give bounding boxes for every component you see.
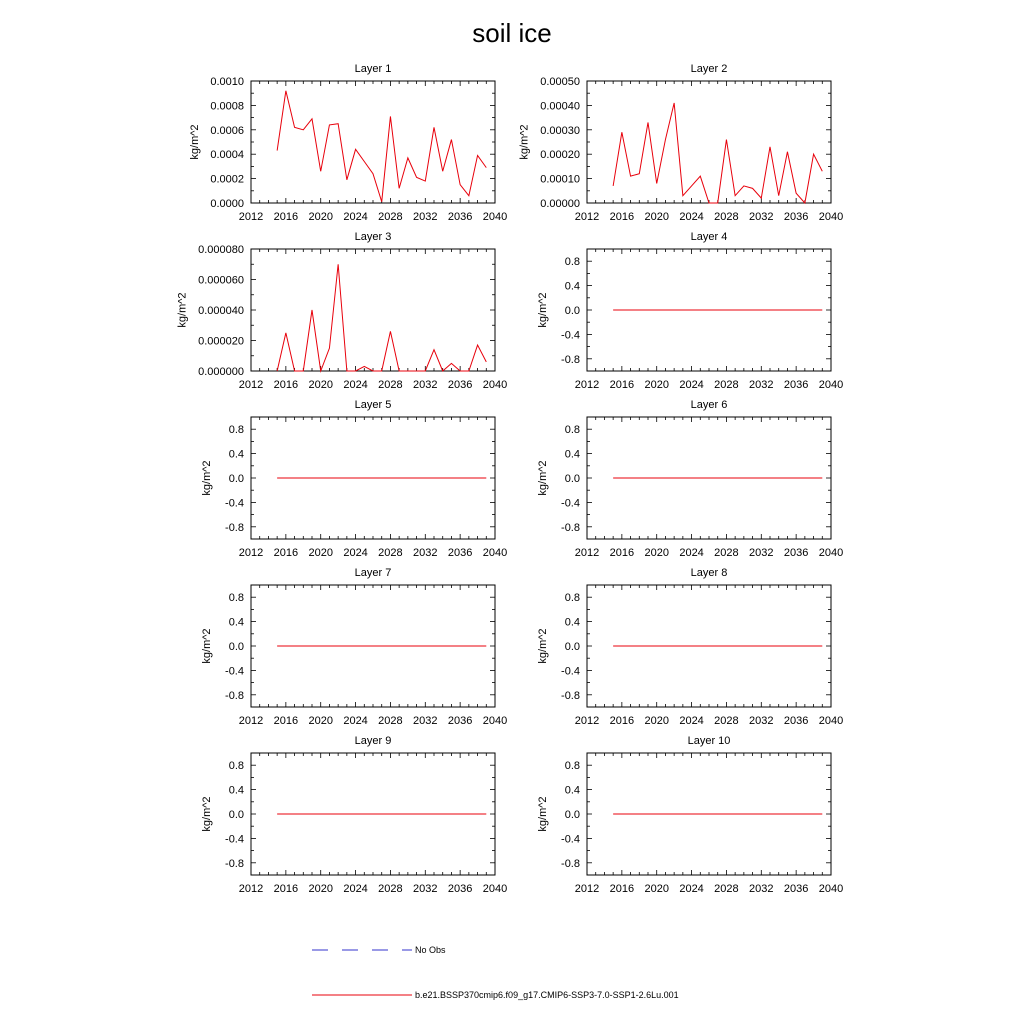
x-tick-label: 2020	[644, 883, 669, 895]
y-axis-label: kg/m^2	[201, 460, 214, 496]
x-tick-label: 2032	[749, 379, 774, 391]
x-tick-label: 2020	[308, 379, 333, 391]
y-axis-label: kg/m^2	[201, 628, 214, 664]
y-tick-label: 0.8	[564, 424, 580, 437]
y-tick-label: 0.0010	[210, 76, 244, 88]
y-tick-label: 0.000000	[198, 366, 244, 378]
x-tick-label: 2020	[644, 547, 669, 559]
plot-frame	[251, 249, 495, 371]
y-axis-label: kg/m^2	[176, 292, 189, 328]
legend	[312, 945, 679, 1000]
panel-title: Layer 4	[690, 231, 728, 243]
x-tick-label: 2040	[818, 883, 844, 895]
x-tick-label: 2032	[749, 211, 774, 223]
panel-title: Layer 3	[354, 231, 392, 243]
y-tick-label: 0.00040	[540, 100, 580, 113]
panel-title: Layer 5	[354, 399, 392, 411]
y-tick-label: 0.00030	[540, 124, 580, 137]
x-tick-label: 2036	[447, 211, 473, 223]
y-tick-label: -0.8	[561, 857, 580, 870]
y-tick-label: -0.4	[225, 497, 244, 510]
x-tick-label: 2016	[609, 547, 635, 559]
panel-title: Layer 2	[690, 63, 728, 75]
x-tick-label: 2020	[308, 547, 333, 559]
x-tick-label: 2020	[644, 211, 669, 223]
y-tick-label: 0.4	[564, 784, 580, 797]
chart-panel	[537, 399, 843, 559]
x-tick-label: 2040	[818, 715, 844, 727]
y-tick-label: 0.4	[228, 784, 244, 797]
y-tick-label: 0.0000	[210, 198, 244, 210]
x-tick-label: 2036	[783, 715, 809, 727]
y-tick-label: 0.8	[564, 256, 580, 269]
x-tick-label: 2040	[482, 379, 508, 391]
panels-group	[176, 63, 843, 895]
x-tick-label: 2028	[378, 547, 403, 559]
y-tick-label: 0.0	[228, 809, 244, 821]
x-tick-label: 2012	[574, 379, 600, 391]
x-tick-label: 2036	[783, 547, 809, 559]
x-tick-label: 2012	[238, 379, 264, 391]
x-tick-label: 2032	[749, 883, 774, 895]
x-tick-label: 2024	[679, 211, 704, 223]
series-line	[613, 103, 822, 203]
panel-title: Layer 6	[690, 399, 728, 411]
y-tick-label: 0.8	[228, 592, 244, 605]
x-tick-label: 2012	[574, 211, 600, 223]
chart-panel	[537, 735, 843, 895]
x-tick-label: 2028	[714, 379, 739, 391]
y-tick-label: -0.8	[561, 521, 580, 534]
x-tick-label: 2032	[749, 715, 774, 727]
x-tick-label: 2036	[447, 547, 473, 559]
legend-model-label: b.e21.BSSP370cmip6.f09_g17.CMIP6-SSP3-7.0-SSP1-2.6Lu.001	[415, 990, 679, 1000]
x-tick-label: 2012	[574, 715, 600, 727]
x-tick-label: 2012	[238, 211, 264, 223]
y-tick-label: 0.0	[564, 305, 580, 317]
x-tick-label: 2012	[238, 883, 264, 895]
x-tick-label: 2040	[818, 211, 844, 223]
chart-panel	[537, 231, 843, 391]
x-tick-label: 2016	[273, 883, 299, 895]
y-tick-label: 0.0008	[210, 100, 244, 113]
y-tick-label: -0.4	[561, 833, 580, 846]
x-tick-label: 2016	[609, 715, 635, 727]
x-tick-label: 2032	[413, 547, 438, 559]
x-tick-label: 2020	[644, 379, 669, 391]
x-tick-label: 2036	[783, 379, 809, 391]
x-tick-label: 2040	[818, 547, 844, 559]
x-tick-label: 2020	[308, 883, 333, 895]
y-tick-label: 0.0	[564, 809, 580, 821]
y-axis-label: kg/m^2	[518, 124, 531, 160]
x-tick-label: 2016	[609, 211, 635, 223]
y-tick-label: -0.8	[225, 689, 244, 702]
y-tick-label: -0.4	[561, 329, 580, 342]
x-tick-label: 2036	[447, 379, 473, 391]
x-tick-label: 2028	[714, 211, 739, 223]
y-axis-label: kg/m^2	[201, 796, 214, 832]
y-tick-label: 0.00010	[540, 173, 580, 186]
x-tick-label: 2016	[609, 379, 635, 391]
y-tick-label: 0.4	[228, 448, 244, 461]
y-tick-label: 0.0	[228, 641, 244, 653]
y-tick-label: -0.8	[561, 353, 580, 366]
figure-title: soil ice	[472, 18, 552, 48]
x-tick-label: 2036	[783, 883, 809, 895]
y-tick-label: -0.4	[561, 497, 580, 510]
x-tick-label: 2016	[609, 883, 635, 895]
y-axis-label: kg/m^2	[537, 292, 550, 328]
x-tick-label: 2020	[644, 715, 669, 727]
y-tick-label: 0.8	[564, 592, 580, 605]
y-tick-label: 0.000060	[198, 274, 244, 287]
y-axis-label: kg/m^2	[188, 124, 201, 160]
chart-panel	[189, 63, 507, 223]
y-tick-label: 0.000080	[198, 244, 244, 256]
x-tick-label: 2032	[413, 379, 438, 391]
y-tick-label: -0.4	[225, 665, 244, 678]
chart-panel	[519, 63, 844, 223]
y-tick-label: -0.8	[225, 857, 244, 870]
x-tick-label: 2012	[574, 547, 600, 559]
y-tick-label: 0.0	[564, 641, 580, 653]
x-tick-label: 2012	[238, 547, 264, 559]
y-tick-label: 0.4	[564, 280, 580, 293]
chart-panel	[201, 399, 507, 559]
x-tick-label: 2024	[343, 883, 368, 895]
x-tick-label: 2024	[679, 547, 704, 559]
y-tick-label: -0.8	[561, 689, 580, 702]
y-tick-label: 0.0002	[210, 173, 244, 186]
panel-title: Layer 1	[354, 63, 392, 75]
x-tick-label: 2032	[413, 715, 438, 727]
y-tick-label: 0.4	[228, 616, 244, 629]
x-tick-label: 2024	[343, 547, 368, 559]
y-axis-label: kg/m^2	[537, 460, 550, 496]
series-line	[277, 91, 486, 202]
x-tick-label: 2036	[447, 715, 473, 727]
x-tick-label: 2020	[308, 211, 333, 223]
y-tick-label: 0.000020	[198, 335, 244, 348]
chart-panel	[201, 567, 507, 727]
y-tick-label: 0.00020	[540, 149, 580, 162]
panel-title: Layer 10	[687, 735, 731, 747]
y-axis-label: kg/m^2	[537, 628, 550, 664]
y-axis-label: kg/m^2	[537, 796, 550, 832]
y-tick-label: 0.8	[228, 424, 244, 437]
y-tick-label: 0.00050	[540, 76, 580, 88]
chart-panel	[176, 231, 507, 391]
x-tick-label: 2020	[308, 715, 333, 727]
x-tick-label: 2028	[378, 883, 403, 895]
legend-obs-label: No Obs	[415, 945, 446, 955]
x-tick-label: 2016	[273, 379, 299, 391]
x-tick-label: 2024	[679, 883, 704, 895]
y-tick-label: 0.00000	[540, 198, 580, 210]
x-tick-label: 2040	[482, 715, 508, 727]
x-tick-label: 2016	[273, 547, 299, 559]
x-tick-label: 2028	[714, 715, 739, 727]
x-tick-label: 2028	[378, 211, 403, 223]
y-tick-label: 0.4	[564, 448, 580, 461]
y-tick-label: 0.4	[564, 616, 580, 629]
panel-title: Layer 9	[354, 735, 392, 747]
x-tick-label: 2032	[749, 547, 774, 559]
x-tick-label: 2032	[413, 883, 438, 895]
y-tick-label: 0.000040	[198, 305, 244, 317]
panel-title: Layer 7	[354, 567, 392, 579]
x-tick-label: 2012	[574, 883, 600, 895]
x-tick-label: 2040	[482, 547, 508, 559]
x-tick-label: 2040	[818, 379, 844, 391]
x-tick-label: 2024	[343, 211, 368, 223]
x-tick-label: 2028	[714, 883, 739, 895]
y-tick-label: -0.8	[225, 521, 244, 534]
series-line	[277, 264, 486, 371]
x-tick-label: 2016	[273, 715, 299, 727]
x-tick-label: 2036	[447, 883, 473, 895]
x-tick-label: 2024	[343, 715, 368, 727]
y-tick-label: 0.8	[228, 760, 244, 773]
x-tick-label: 2040	[482, 211, 508, 223]
x-tick-label: 2012	[238, 715, 264, 727]
chart-panel	[537, 567, 843, 727]
x-tick-label: 2024	[679, 715, 704, 727]
x-tick-label: 2028	[378, 379, 403, 391]
y-tick-label: -0.4	[225, 833, 244, 846]
y-tick-label: 0.0004	[210, 149, 244, 162]
y-tick-label: 0.8	[564, 760, 580, 773]
x-tick-label: 2024	[343, 379, 368, 391]
x-tick-label: 2028	[378, 715, 403, 727]
chart-panel	[201, 735, 507, 895]
y-tick-label: 0.0006	[210, 124, 244, 137]
x-tick-label: 2024	[679, 379, 704, 391]
y-tick-label: 0.0	[564, 473, 580, 485]
x-tick-label: 2032	[413, 211, 438, 223]
panel-title: Layer 8	[690, 567, 728, 579]
x-tick-label: 2016	[273, 211, 299, 223]
y-tick-label: 0.0	[228, 473, 244, 485]
x-tick-label: 2036	[783, 211, 809, 223]
x-tick-label: 2040	[482, 883, 508, 895]
y-tick-label: -0.4	[561, 665, 580, 678]
x-tick-label: 2028	[714, 547, 739, 559]
